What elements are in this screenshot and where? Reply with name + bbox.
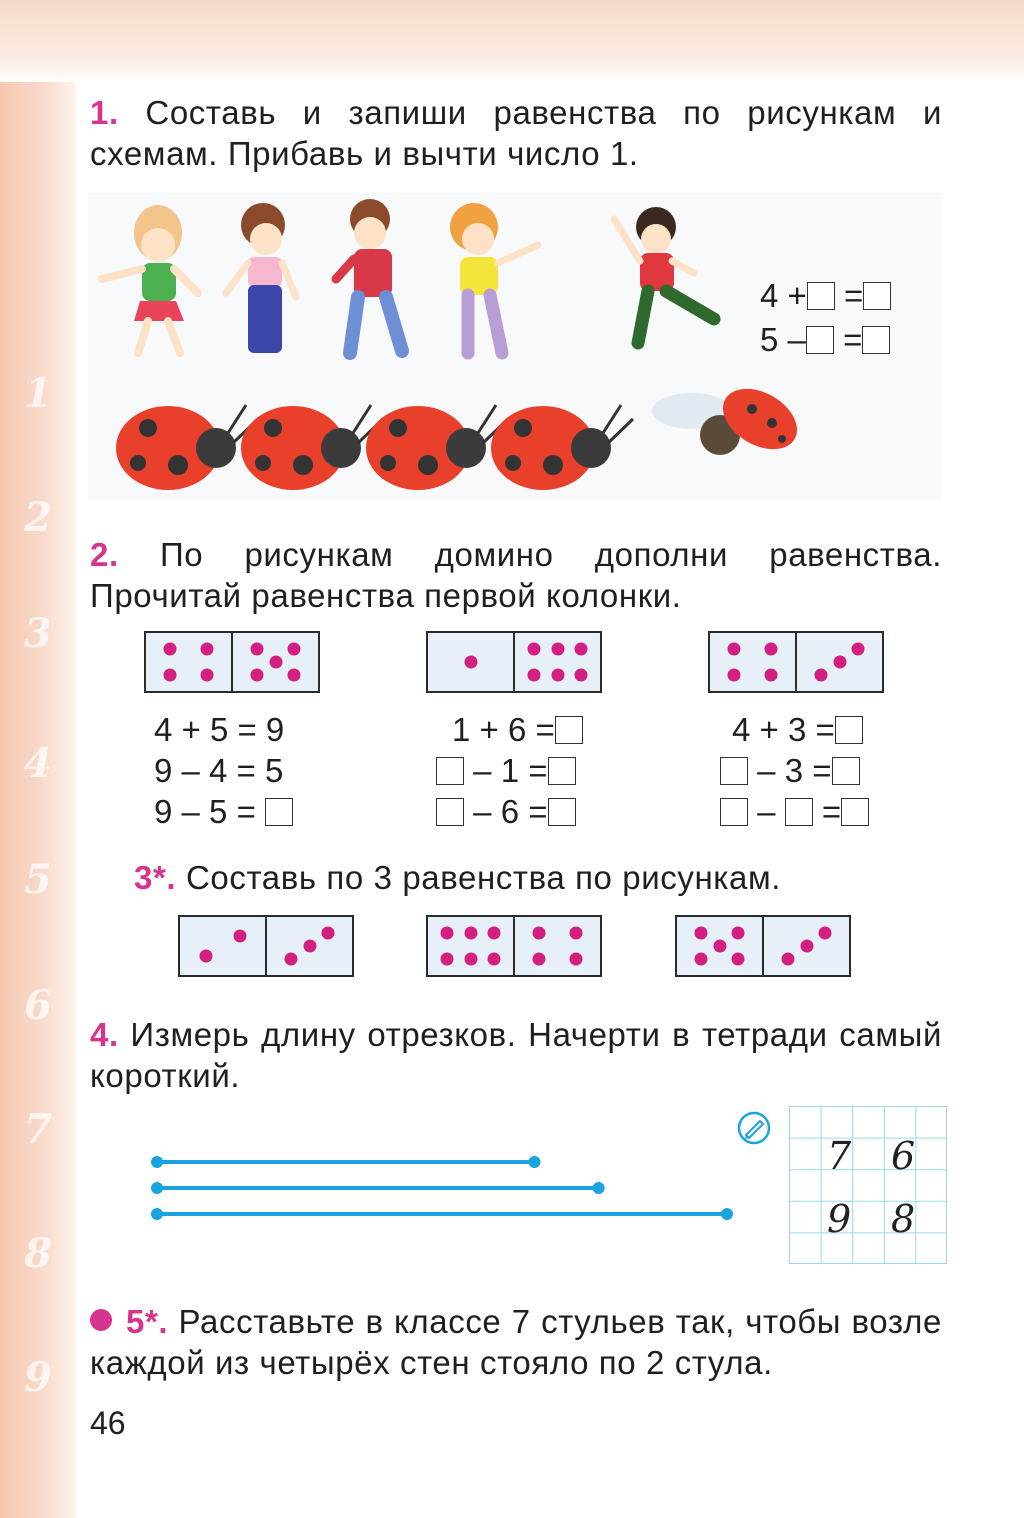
eq-operand: 5 xyxy=(760,321,779,358)
task2-col1-line1: 4 + 5 = 9 xyxy=(154,711,285,748)
segment-endpoint xyxy=(593,1182,605,1194)
grid-digit: 8 xyxy=(891,1197,916,1241)
answer-box[interactable] xyxy=(785,798,813,826)
domino-pip xyxy=(833,656,846,669)
domino-pip xyxy=(570,952,583,965)
eq-equals: = xyxy=(843,277,864,314)
task1-equation-1 xyxy=(760,276,891,316)
answer-box[interactable] xyxy=(863,282,891,310)
answer-box[interactable] xyxy=(265,798,293,826)
side-number: 7 xyxy=(24,1106,52,1153)
domino-pip xyxy=(532,952,545,965)
answer-box[interactable] xyxy=(807,282,835,310)
domino-pip xyxy=(575,668,588,681)
side-number: 4 xyxy=(24,740,52,787)
task1-text xyxy=(90,92,942,174)
segment-endpoint xyxy=(151,1156,163,1168)
domino-half xyxy=(428,917,513,975)
domino-pip xyxy=(575,643,588,656)
side-number: 6 xyxy=(24,982,52,1029)
eq-text: 1 + 6 = xyxy=(452,711,555,748)
domino-pip xyxy=(464,656,477,669)
domino xyxy=(144,631,320,693)
task5-instruction: Расставьте в классе 7 стульев так, чтобы возле каждой из четырёх стен стояло по 2 стула. xyxy=(90,1303,942,1381)
domino-half xyxy=(265,917,352,975)
side-number: 2 xyxy=(24,494,52,541)
task2-col2-line2 xyxy=(436,751,576,791)
notebook-grid xyxy=(789,1106,947,1264)
grid-digit: 6 xyxy=(891,1134,916,1178)
domino-pip xyxy=(727,668,740,681)
domino-pip xyxy=(322,927,335,940)
domino-half xyxy=(513,917,600,975)
bullet-marker xyxy=(90,1309,112,1331)
domino-pip xyxy=(250,668,263,681)
domino xyxy=(426,915,602,977)
domino-pip xyxy=(288,668,301,681)
domino-half xyxy=(180,917,265,975)
task4-text xyxy=(90,1014,942,1096)
domino-pip xyxy=(163,643,176,656)
domino-pip xyxy=(250,643,263,656)
domino-pip xyxy=(201,668,214,681)
domino-pip xyxy=(199,950,212,963)
side-band xyxy=(0,82,76,1518)
domino-pip xyxy=(800,940,813,953)
ladybug-3-icon xyxy=(366,405,508,490)
answer-box[interactable] xyxy=(436,757,464,785)
eq-text: – 6 = xyxy=(473,793,548,830)
domino-pip xyxy=(488,952,501,965)
answer-box[interactable] xyxy=(806,326,834,354)
task2-col2-line3 xyxy=(436,792,576,832)
task2-text xyxy=(90,534,942,616)
ladybug-1-icon xyxy=(116,405,258,490)
domino-half xyxy=(146,633,231,691)
side-number: 3 xyxy=(24,610,52,657)
domino-half xyxy=(795,633,882,691)
ladybug-4-icon xyxy=(491,405,633,490)
answer-box[interactable] xyxy=(436,798,464,826)
task2-col1-line3 xyxy=(154,792,293,832)
domino-pip xyxy=(527,643,540,656)
domino-pip xyxy=(727,643,740,656)
domino-half xyxy=(710,633,795,691)
page-number: 46 xyxy=(90,1405,126,1441)
child-figure-4-icon xyxy=(450,203,538,353)
segment-endpoint xyxy=(528,1156,540,1168)
domino-pip xyxy=(464,952,477,965)
task2-col3-line2 xyxy=(720,751,860,791)
domino-pip xyxy=(201,643,214,656)
answer-box[interactable] xyxy=(832,757,860,785)
domino-pip xyxy=(440,952,453,965)
domino-pip xyxy=(732,927,745,940)
task1-instruction: Составь и запиши равенства по рисункам и схемам. Прибавь и вычти число 1. xyxy=(90,94,942,172)
domino-half xyxy=(231,633,318,691)
answer-box[interactable] xyxy=(720,798,748,826)
answer-box[interactable] xyxy=(835,716,863,744)
domino-pip xyxy=(765,668,778,681)
eq-operator: + xyxy=(787,277,807,314)
domino-pip xyxy=(551,668,564,681)
domino-pip xyxy=(288,643,301,656)
child-running-icon xyxy=(614,207,714,343)
eq-text: – 3 = xyxy=(757,752,832,789)
domino-pip xyxy=(532,927,545,940)
domino-pip xyxy=(781,952,794,965)
domino-pip xyxy=(852,643,865,656)
eq-text: – xyxy=(757,793,776,830)
task3-number: 3*. xyxy=(134,859,177,896)
domino xyxy=(178,915,354,977)
eq-equals: = xyxy=(843,321,863,358)
domino-pip xyxy=(303,940,316,953)
domino-pip xyxy=(527,668,540,681)
domino-pip xyxy=(694,952,707,965)
child-figure-2-icon xyxy=(226,203,296,353)
domino-half xyxy=(513,633,600,691)
eq-text: 4 + 3 = xyxy=(732,711,835,748)
domino-pip xyxy=(694,927,707,940)
domino-pip xyxy=(464,927,477,940)
eq-operator: – xyxy=(787,321,806,358)
answer-box[interactable] xyxy=(548,757,576,785)
top-band xyxy=(0,0,1024,82)
domino-half xyxy=(762,917,849,975)
task4-instruction: Измерь длину отрезков. Начерти в тетради самый короткий. xyxy=(90,1016,942,1094)
domino-half xyxy=(428,633,513,691)
task2-col2-line1 xyxy=(452,710,583,750)
segments-area xyxy=(140,1145,750,1230)
domino-half xyxy=(677,917,762,975)
answer-box[interactable] xyxy=(841,798,869,826)
domino-pip xyxy=(570,927,583,940)
task3-instruction: Составь по 3 равенства по рисункам. xyxy=(185,859,782,896)
segment-endpoint xyxy=(721,1208,733,1220)
task2-col3-line1 xyxy=(732,710,863,750)
task2-col1-line2: 9 – 4 = 5 xyxy=(154,752,284,789)
task1-number: 1. xyxy=(90,94,119,131)
domino-pip xyxy=(488,927,501,940)
domino-pip xyxy=(732,952,745,965)
segment-endpoint xyxy=(151,1208,163,1220)
domino-pip xyxy=(233,929,246,942)
task5-text xyxy=(90,1301,942,1383)
answer-box[interactable] xyxy=(720,757,748,785)
eq-text: = xyxy=(821,793,842,830)
task2-number: 2. xyxy=(90,536,119,573)
domino-pip xyxy=(440,927,453,940)
side-number: 5 xyxy=(24,856,52,903)
domino xyxy=(708,631,884,693)
pencil-icon xyxy=(736,1110,772,1146)
grid-digit: 7 xyxy=(827,1134,852,1178)
domino-pip xyxy=(819,927,832,940)
domino xyxy=(426,631,602,693)
task5-number: 5*. xyxy=(126,1303,169,1340)
side-number: 1 xyxy=(24,370,52,417)
domino-pip xyxy=(713,940,726,953)
task1-equation-2 xyxy=(760,320,890,360)
eq-text: 9 – 5 = xyxy=(154,793,256,830)
child-figure-3-icon xyxy=(336,199,402,353)
task3-text xyxy=(134,857,944,898)
answer-box[interactable] xyxy=(555,716,583,744)
domino-pip xyxy=(163,668,176,681)
domino-pip xyxy=(814,668,827,681)
ladybug-flying-icon xyxy=(652,376,808,461)
task4-number: 4. xyxy=(90,1016,119,1053)
answer-box[interactable] xyxy=(548,798,576,826)
eq-operand: 4 xyxy=(760,277,779,314)
side-number: 8 xyxy=(24,1230,52,1277)
ladybug-2-icon xyxy=(241,405,383,490)
domino-pip xyxy=(269,656,282,669)
side-number: 9 xyxy=(24,1354,52,1401)
segment-endpoint xyxy=(151,1182,163,1194)
domino-pip xyxy=(284,952,297,965)
domino xyxy=(675,915,851,977)
answer-box[interactable] xyxy=(862,326,890,354)
domino-pip xyxy=(551,643,564,656)
task2-instruction: По рисункам домино дополни равенства. Прочитай равенства первой колонки. xyxy=(90,536,942,614)
eq-text: – 1 = xyxy=(473,752,548,789)
domino-pip xyxy=(765,643,778,656)
task2-col3-line3 xyxy=(720,792,869,832)
child-figure-1-icon xyxy=(102,205,198,353)
grid-digit: 9 xyxy=(827,1197,852,1241)
